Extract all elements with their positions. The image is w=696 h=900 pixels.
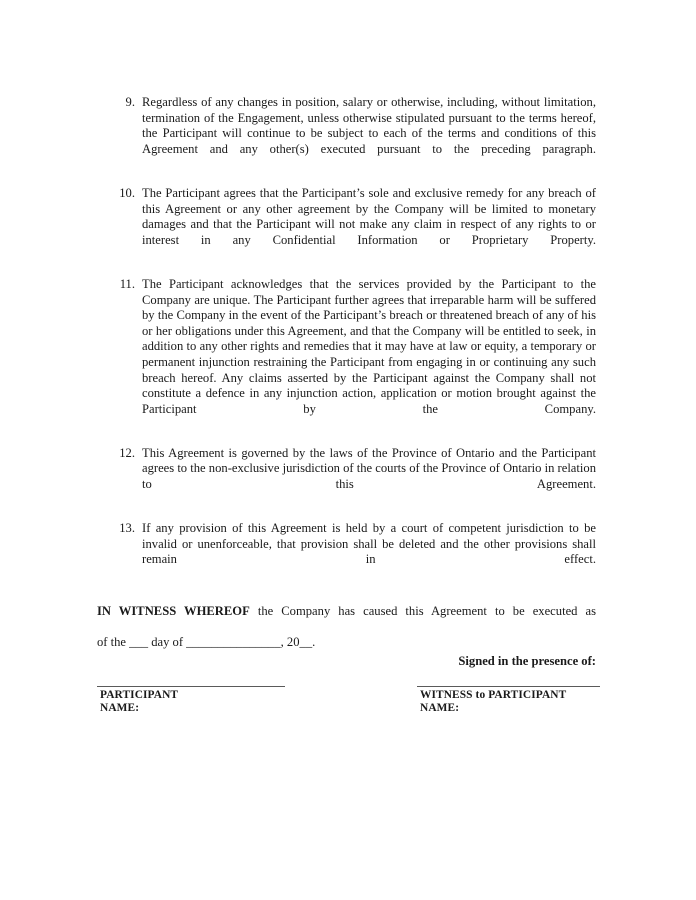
clause-item — [97, 277, 596, 433]
clause-number: 11. — [119, 276, 135, 291]
witness-heading: IN WITNESS WHEREOF — [97, 603, 250, 618]
clause-text: If any provision of this Agreement is held by a court of competent jurisdiction to be invalid or unenforceable, that provision shall be deleted and the other provisions shall remain in effect. — [142, 521, 596, 567]
witness-clause-line-1 — [97, 604, 596, 635]
clause-item — [97, 186, 596, 264]
witness-name-label: NAME: — [420, 702, 460, 715]
participant-role-label: PARTICIPANT — [100, 689, 179, 701]
clause-item — [97, 95, 596, 173]
clause-text: This Agreement is governed by the laws of the Province of Ontario and the Participant agrees to the non-exclusive jurisdiction of the courts of the Province of Ontario in relation to this Agreement. — [142, 445, 596, 492]
witness-role-label: WITNESS to PARTICIPANT — [420, 689, 567, 701]
witness-clause-line-2: of the ___ day of _______________, 20__. — [97, 634, 316, 649]
document-body — [97, 95, 596, 670]
witness-clause — [97, 604, 596, 670]
clause-text: The Participant agrees that the Participant’s sole and exclusive remedy for any breach of this Agreement or any other agreement by the Company will be limited to monetary damages and that the Participant will not make any claim in respect of any rights to or interest in any Confidential Information or Proprietary Property. — [142, 185, 596, 247]
clause-number: 12. — [119, 445, 135, 460]
clause-number: 10. — [119, 185, 135, 200]
clause-item — [97, 521, 596, 583]
signature-block — [97, 686, 600, 736]
signature-column-participant — [97, 686, 285, 715]
clause-item — [97, 446, 596, 508]
witness-heading-rest: the Company has caused this Agreement to be executed as — [249, 603, 596, 618]
clause-number: 9. — [125, 95, 135, 109]
clause-text: Regardless of any changes in position, salary or otherwise, including, without limitation, termination of the Engagement, unless otherwise stipulated pursuant to the terms hereof, the Participant will continue to be subject to each of the terms and conditions of this Agreement and any other(s) executed pursuant to the preceding paragraph. — [142, 95, 596, 156]
signed-in-presence-label: Signed in the presence of: — [458, 654, 596, 669]
participant-name-label: NAME: — [100, 702, 140, 715]
clause-text: The Participant acknowledges that the services provided by the Participant to the Company are unique. The Participant further agrees that irreparable harm will be suffered by the Company in the event of the Participant’s breach or threatened breach of any of his or her obligations under this Agreement, and that the Company will be entitled to seek, in addition to any other rights and remedies that it may have at law or equity, a temporary or permanent injunction restraining the Participant from engaging in or continuing any such breach hereof. Any claims asserted by the Participant against the Company shall not constitute a defence in any injunction action, application or motion brought against the Participant by the Company. — [142, 276, 596, 416]
clause-number: 13. — [119, 521, 135, 536]
signature-column-witness — [417, 686, 600, 715]
